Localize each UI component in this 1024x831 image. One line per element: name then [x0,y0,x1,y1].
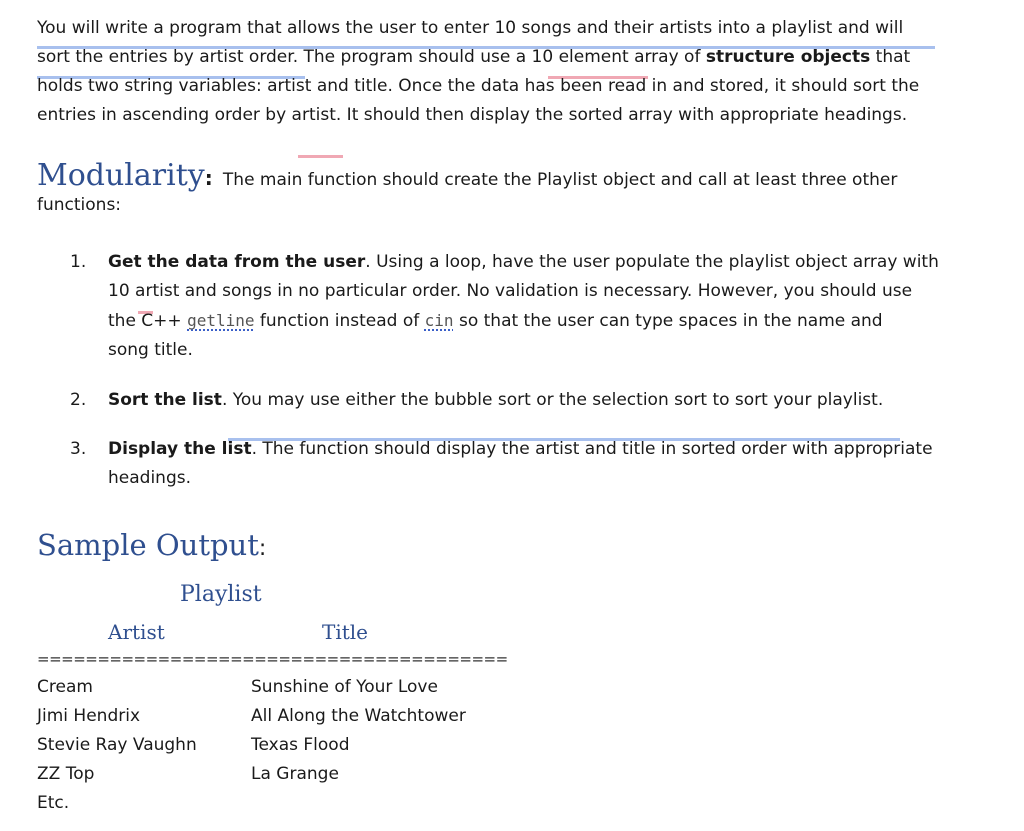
intro-line-4: entries in ascending order by artist. It should then display the sorted array with appropriate headings. [37,105,908,125]
step-1-line-4: song title. [108,340,193,360]
step-2 [70,386,970,415]
artist-cell: ZZ Top [37,764,95,784]
step-2-text-1: . You may use either the bubble sort or the selection sort to sort your playlist. [221,390,884,410]
step-1-line-3 [108,306,970,336]
title-cell: All Along the Watchtower [251,706,466,726]
intro-line-2 [37,43,997,72]
step-2-bold: Sort the list [108,390,222,410]
step-1 [70,248,970,365]
modularity-text: The main function should create the Playlist object and call at least three other [222,170,898,190]
etc-text: Etc. [37,793,70,813]
step-3-text-1: . The function should display the artist and title in sorted order with appropriate [251,439,933,459]
step-1-line-1 [108,248,970,277]
intro-paragraph [37,14,997,130]
step-2-number: 2. [70,390,87,410]
sample-output-heading [37,528,266,562]
step-3-number: 3. [70,439,87,459]
sample-output-colon: : [258,536,267,561]
step-3 [70,435,970,493]
steps-list [70,248,970,365]
modularity-line [37,158,997,193]
step-1-bold: Get the data from the user [108,252,366,272]
sample-output-title: Sample Output [37,528,259,562]
step-1-text-1: . Using a loop, have the user populate the playlist object array with [365,252,939,272]
cin-code: cin [424,311,454,330]
intro-line-1: You will write a program that allows the user to enter 10 songs and their artists into a playlist and will [37,18,904,38]
intro-line-3: holds two string variables: artist and title. Once the data has been read in and stored, it should sort the [37,76,920,96]
title-column-header: Title [322,620,369,644]
step-1-number: 1. [70,252,87,272]
steps-list-3 [70,435,970,493]
artist-cell: Stevie Ray Vaughn [37,735,197,755]
step-3-line-1 [108,435,970,464]
artist-cell: Jimi Hendrix [37,706,141,726]
structure-objects-bold: structure objects [705,47,871,67]
title-cell: Sunshine of Your Love [251,677,438,697]
step-2-line-1 [108,386,970,415]
artist-cell: Cream [37,677,93,697]
modularity-section [37,158,997,215]
step-1-text-3b: function instead of [254,311,425,331]
title-cell: La Grange [251,764,339,784]
separator-line: ======================================= [37,650,508,668]
modularity-heading: Modularity [37,158,205,193]
step-3-bold: Display the list [108,439,252,459]
steps-list-2 [70,386,970,415]
intro-line-2-end: that [870,47,911,67]
getline-code: getline [187,311,255,330]
step-1-line-2: 10 artist and songs in no particular order. No validation is necessary. However, you should use [108,281,913,301]
modularity-text-2: functions: [37,195,122,215]
modularity-colon: : [204,166,213,190]
artist-column-header: Artist [108,620,165,644]
intro-line-2-text: sort the entries by artist order. The program should use a 10 element array of [37,47,706,67]
playlist-title: Playlist [180,582,262,607]
step-3-line-2: headings. [108,468,191,488]
title-cell: Texas Flood [251,735,350,755]
step-1-text-3c: so that the user can type spaces in the name and [453,311,883,331]
step-1-text-3a: the C++ [108,311,188,331]
